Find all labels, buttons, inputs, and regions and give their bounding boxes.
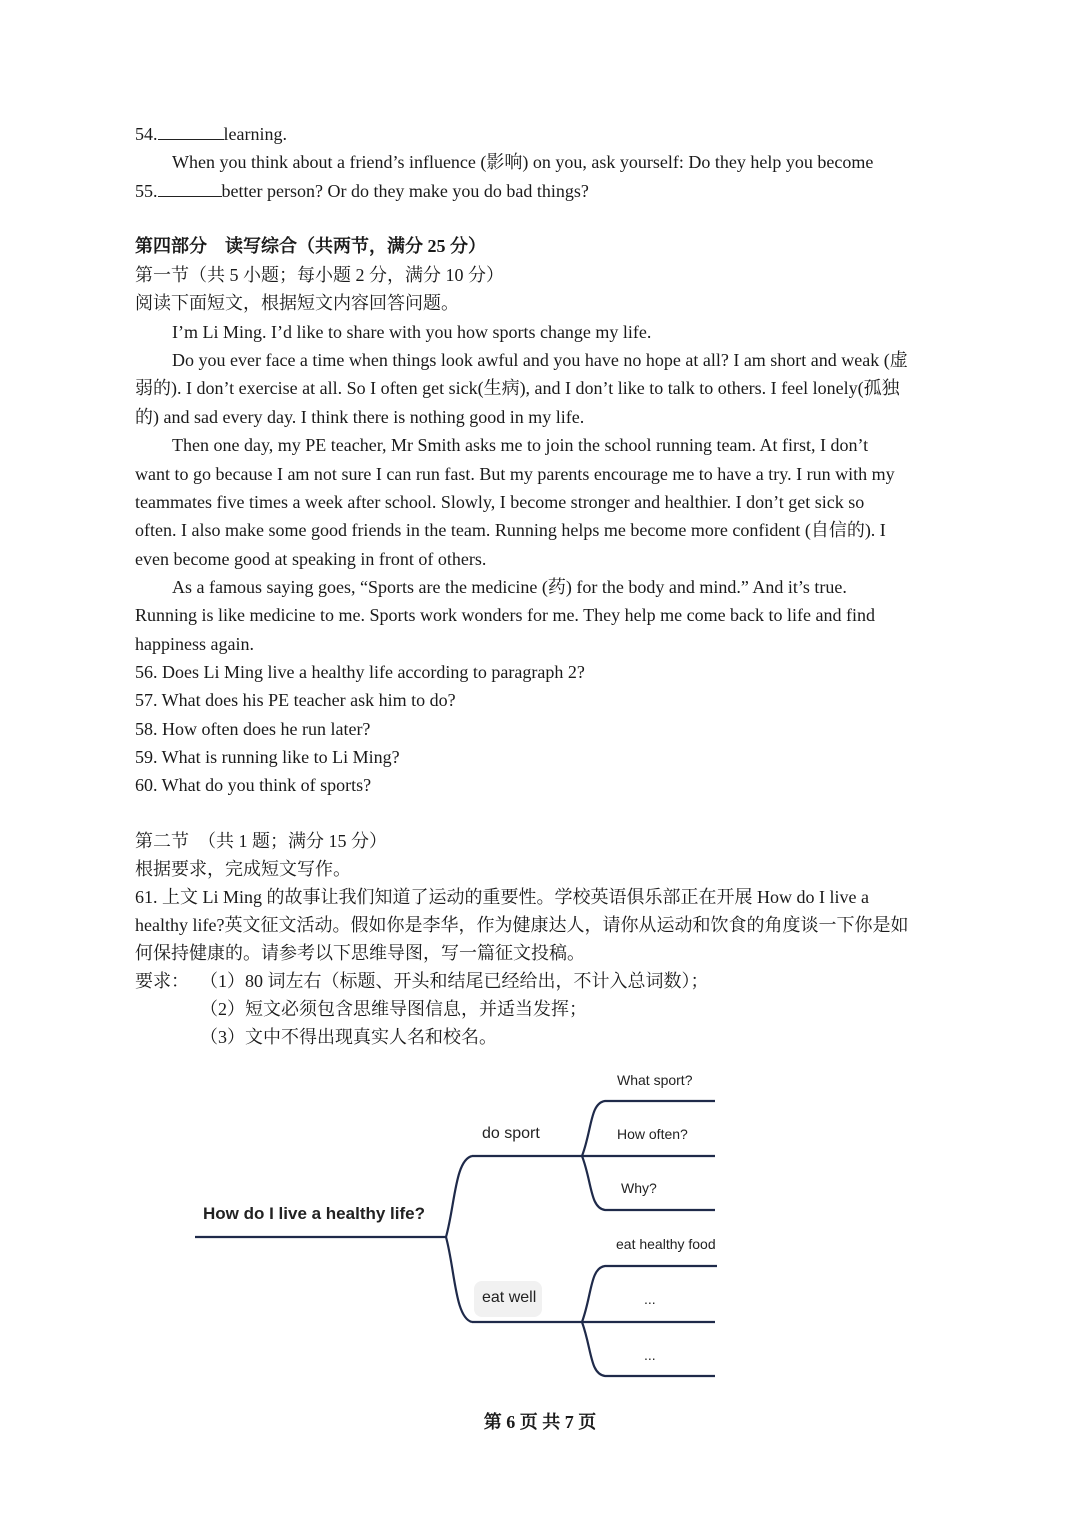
- passage-line: When you think about a friend’s influence (影响) on you, ask yourself: Do they help you become: [172, 152, 874, 172]
- branch-eat-well: eat well: [482, 1289, 537, 1306]
- requirements-label: 要求：: [135, 971, 189, 991]
- section1-heading: 第一节（共 5 小题；每小题 2 分，满分 10 分）: [135, 265, 504, 285]
- root-branch-connector: [446, 1237, 472, 1322]
- passage-line: Running is like medicine to me. Sports work wonders for me. They help me come back to life and find: [135, 605, 876, 625]
- passage-line: 弱的). I don’t exercise at all. So I often get sick(生病), and I don’t like to talk to others. I feel lonely(孤独: [135, 378, 900, 398]
- child-eat-healthy-food: eat healthy food: [616, 1236, 716, 1252]
- question-61-line: 何保持健康的。请参考以下思维导图，写一篇征文投稿。: [135, 943, 585, 963]
- q54-number: 54.: [135, 124, 158, 144]
- root-node: How do I live a healthy life?: [203, 1204, 425, 1223]
- passage-line: often. I also make some good friends in the team. Running helps me become more confident (自信的). I: [135, 520, 886, 540]
- child-ellipsis: ...: [644, 1347, 656, 1363]
- question-61-line: 61. 上文 Li Ming 的故事让我们知道了运动的重要性。学校英语俱乐部正在开展 How do I live a: [135, 887, 869, 907]
- passage-line: happiness again.: [135, 634, 254, 654]
- question-56: 56. Does Li Ming live a healthy life according to paragraph 2?: [135, 662, 585, 682]
- question-57: 57. What does his PE teacher ask him to do?: [135, 690, 456, 710]
- passage-line: I’m Li Ming. I’d like to share with you how sports change my life.: [172, 322, 652, 342]
- q55-text: better person? Or do they make you do bad things?: [221, 181, 589, 201]
- section2-heading: 第二节 （共 1 题；满分 15 分）: [135, 831, 387, 851]
- child-what-sport: What sport?: [617, 1072, 693, 1088]
- section2-instruction: 根据要求，完成短文写作。: [135, 859, 351, 879]
- page-footer: 第 6 页 共 7 页: [483, 1412, 597, 1432]
- question-60: 60. What do you think of sports?: [135, 775, 372, 795]
- requirement-item: （3）文中不得出现真实人名和校名。: [200, 1027, 497, 1047]
- requirement-item: （1）80 词左右（标题、开头和结尾已经给出，不计入总词数）；: [200, 971, 709, 991]
- question-58: 58. How often does he run later?: [135, 719, 371, 739]
- passage-line: Then one day, my PE teacher, Mr Smith asks me to join the school running team. At first, I don’t: [172, 435, 869, 455]
- passage-line: As a famous saying goes, “Sports are the medicine (药) for the body and mind.” And it’s true.: [172, 577, 847, 597]
- question-59: 59. What is running like to Li Ming?: [135, 747, 400, 767]
- section1-instruction: 阅读下面短文，根据短文内容回答问题。: [135, 293, 459, 313]
- child-why: Why?: [621, 1180, 657, 1196]
- passage-line: teammates five times a week after school. Slowly, I become stronger and healthier. I don’t get sick so: [135, 492, 865, 512]
- child-how-often: How often?: [617, 1126, 688, 1142]
- passage-line: even become good at speaking in front of others.: [135, 549, 487, 569]
- branch-do-sport: do sport: [482, 1125, 540, 1142]
- requirement-item: （2）短文必须包含思维导图信息，并适当发挥；: [200, 999, 587, 1019]
- question-61-line: healthy life?英文征文活动。假如你是李华，作为健康达人，请你从运动和饮食的角度谈一下你是如: [135, 915, 909, 935]
- q54-text: learning.: [223, 124, 287, 144]
- passage-line: want to go because I am not sure I can run fast. But my parents encourage me to have a try. I run with my: [135, 464, 895, 484]
- child-ellipsis: ...: [644, 1291, 656, 1307]
- q55-number: 55.: [135, 181, 158, 201]
- part4-heading: 第四部分 读写综合（共两节，满分 25 分）: [135, 236, 486, 256]
- passage-line: 的) and sad every day. I think there is nothing good in my life.: [135, 407, 585, 427]
- passage-line: Do you ever face a time when things look awful and you have no hope at all? I am short and weak (虚: [172, 350, 908, 370]
- root-branch-connector: [446, 1156, 472, 1237]
